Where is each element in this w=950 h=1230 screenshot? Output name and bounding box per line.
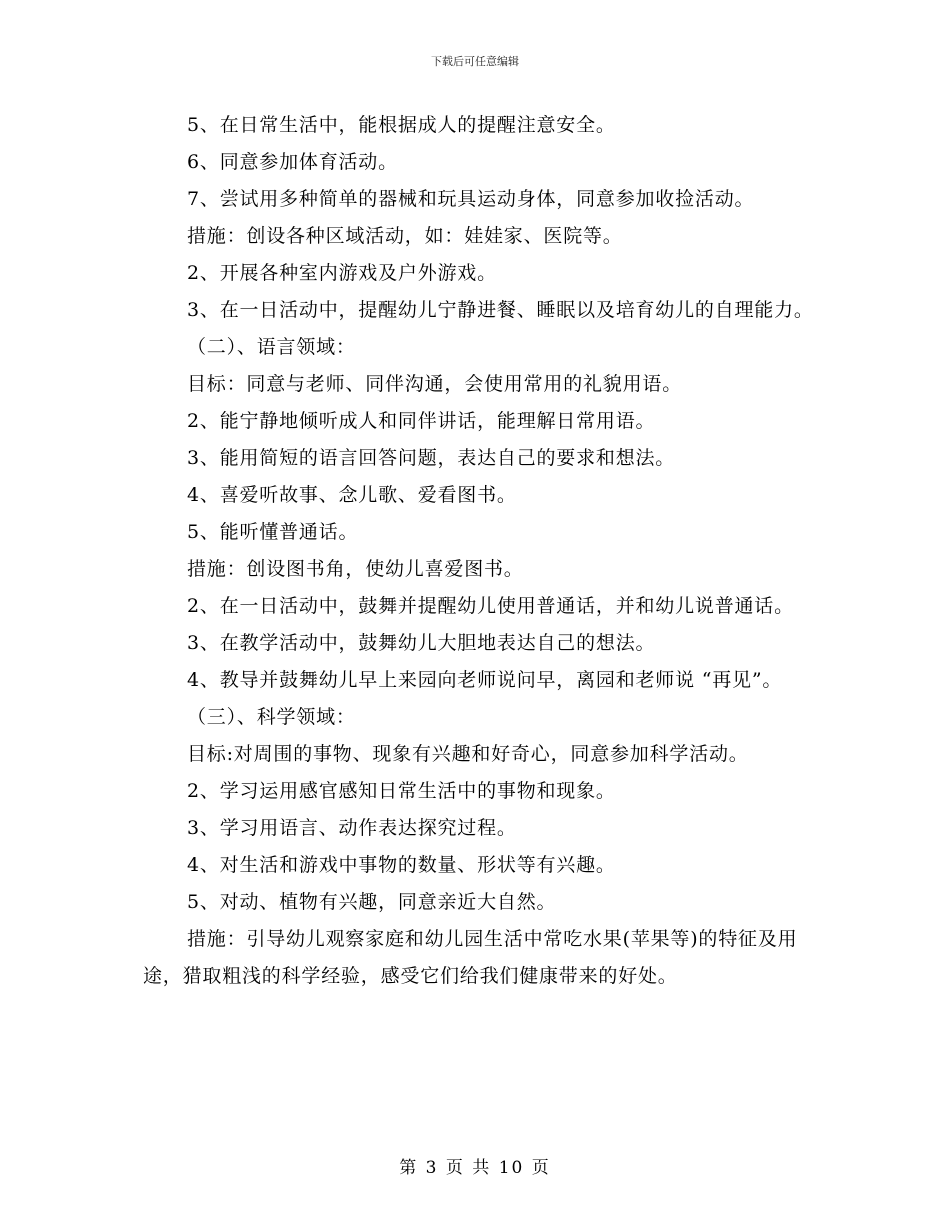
paragraph: 2、在一日活动中，鼓舞并提醒幼儿使用普通话，并和幼儿说普通话。	[187, 595, 794, 617]
paragraph: 2、学习运用感官感知日常生活中的事物和现象。	[187, 780, 616, 802]
paragraph: 3、在一日活动中，提醒幼儿宁静进餐、睡眠以及培育幼儿的自理能力。	[187, 299, 814, 321]
paragraph: 3、学习用语言、动作表达探究过程。	[187, 817, 517, 839]
document-body	[143, 107, 818, 995]
paragraph: 措施：创设图书角，使幼儿喜爱图书。	[187, 558, 524, 580]
paragraph: 措施：引导幼儿观察家庭和幼儿园生活中常吃水果(苹果等)的特征及用途，猎取粗浅的科学经验，感受它们给我们健康带来的好处。	[143, 928, 798, 987]
paragraph: 目标：同意与老师、同伴沟通，会使用常用的礼貌用语。	[187, 373, 683, 395]
paragraph: 5、能听懂普通话。	[187, 521, 359, 543]
paragraph: 7、尝试用多种简单的器械和玩具运动身体，同意参加收捡活动。	[187, 188, 755, 210]
section-heading-science: （三）、科学领域：	[187, 706, 356, 728]
paragraph: 3、能用简短的语言回答问题，表达自己的要求和想法。	[187, 447, 676, 469]
paragraph: 6、同意参加体育活动。	[187, 151, 398, 173]
paragraph: 措施：创设各种区域活动，如：娃娃家、医院等。	[187, 225, 623, 247]
section-heading-language: （二）、语言领域：	[187, 336, 356, 358]
page-footer: 第 3 页 共 10 页	[399, 1158, 551, 1178]
paragraph: 目标:对周围的事物、现象有兴趣和好奇心，同意参加科学活动。	[187, 743, 749, 765]
paragraph: 4、喜爱听故事、念儿歌、爱看图书。	[187, 484, 517, 506]
page-header: 下载后可任意编辑	[431, 55, 519, 68]
paragraph: 4、对生活和游戏中事物的数量、形状等有兴趣。	[187, 854, 616, 876]
paragraph: 3、在教学活动中，鼓舞幼儿大胆地表达自己的想法。	[187, 632, 656, 654]
paragraph: 4、教导并鼓舞幼儿早上来园向老师说问早，离园和老师说 “再见”。	[187, 669, 783, 691]
paragraph: 5、在日常生活中，能根据成人的提醒注意安全。	[187, 114, 616, 136]
paragraph: 5、对动、植物有兴趣，同意亲近大自然。	[187, 891, 557, 913]
paragraph: 2、开展各种室内游戏及户外游戏。	[187, 262, 497, 284]
paragraph: 2、能宁静地倾听成人和同伴讲话，能理解日常用语。	[187, 410, 656, 432]
